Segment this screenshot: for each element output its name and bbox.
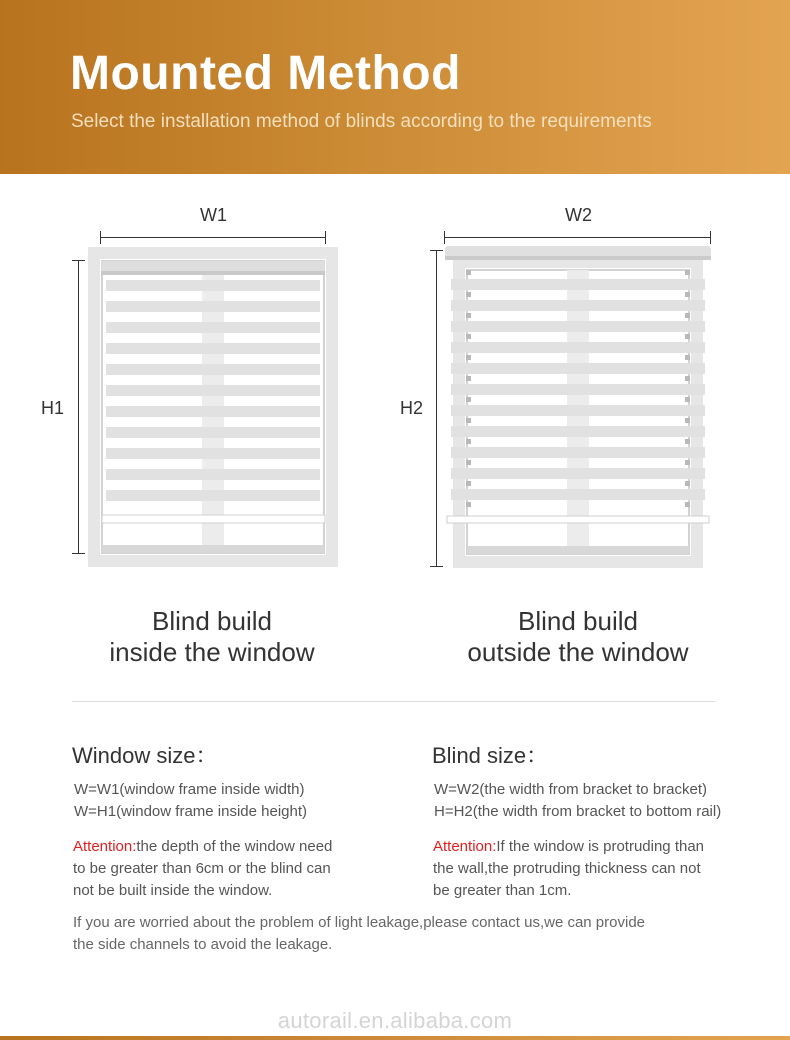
inside-caption-line2: inside the window [109, 637, 315, 667]
watermark: autorail.en.alibaba.com [277, 1008, 513, 1033]
header-banner [0, 0, 790, 174]
note-line2: the side channels to avoid the leakage. [73, 936, 333, 953]
outside-mount-caption [438, 606, 718, 668]
page-subtitle: Select the installation method of blinds according to the requirements [71, 111, 652, 132]
attention-label: Attention: [433, 838, 497, 855]
width-tick-right [710, 231, 711, 244]
window-size-width: W=W1(window frame inside width) [74, 781, 305, 798]
attention-text-line3: be greater than 1cm. [433, 882, 572, 899]
width-tick-right [325, 231, 326, 244]
attention-label: Attention: [73, 838, 137, 855]
inside-caption-line1: Blind build [152, 606, 272, 636]
window-with-outside-blind-illustration [443, 246, 713, 568]
height-dimension-line [436, 250, 437, 566]
blind-size-title: Blind size： [432, 743, 549, 768]
attention-text-line3: not be built inside the window. [73, 882, 273, 899]
outside-caption-line2: outside the window [467, 637, 689, 667]
blind-size-height: H=H2(the width from bracket to bottom rail) [434, 803, 722, 820]
attention-text-line2: the wall,the protruding thickness can not [433, 860, 701, 877]
section-divider [72, 701, 715, 702]
window-with-inside-blind-illustration [88, 247, 338, 567]
width-tick-left [100, 231, 101, 244]
height-tick-top [72, 260, 85, 261]
window-size-attention [73, 836, 393, 902]
window-size-height: W=H1(window frame inside height) [74, 803, 308, 820]
height-dimension-line [78, 260, 79, 553]
width-tick-left [444, 231, 445, 244]
note-line1: If you are worried about the problem of light leakage,please contact us,we can provide [73, 914, 646, 931]
width-dimension-line [100, 237, 326, 238]
width-dimension-line [444, 237, 711, 238]
blind-size-attention [433, 836, 753, 902]
page-title: Mounted Method [70, 47, 461, 100]
width-label-w1: W1 [200, 205, 227, 225]
attention-text-line1: the depth of the window need [136, 838, 333, 855]
window-size-title: Window size： [72, 743, 218, 768]
height-tick-top [430, 250, 443, 251]
height-tick-bottom [430, 566, 443, 567]
bottom-accent-bar [0, 1036, 790, 1040]
outside-caption-line1: Blind build [518, 606, 638, 636]
inside-mount-caption [72, 606, 352, 668]
blind-size-width: W=W2(the width from bracket to bracket) [434, 781, 708, 798]
light-leakage-note [73, 912, 733, 956]
height-label-h2: H2 [400, 398, 424, 418]
height-label-h1: H1 [41, 398, 65, 418]
height-tick-bottom [72, 553, 85, 554]
attention-text-line1: If the window is protruding than [496, 838, 705, 855]
width-label-w2: W2 [565, 205, 592, 225]
attention-text-line2: to be greater than 6cm or the blind can [73, 860, 331, 877]
